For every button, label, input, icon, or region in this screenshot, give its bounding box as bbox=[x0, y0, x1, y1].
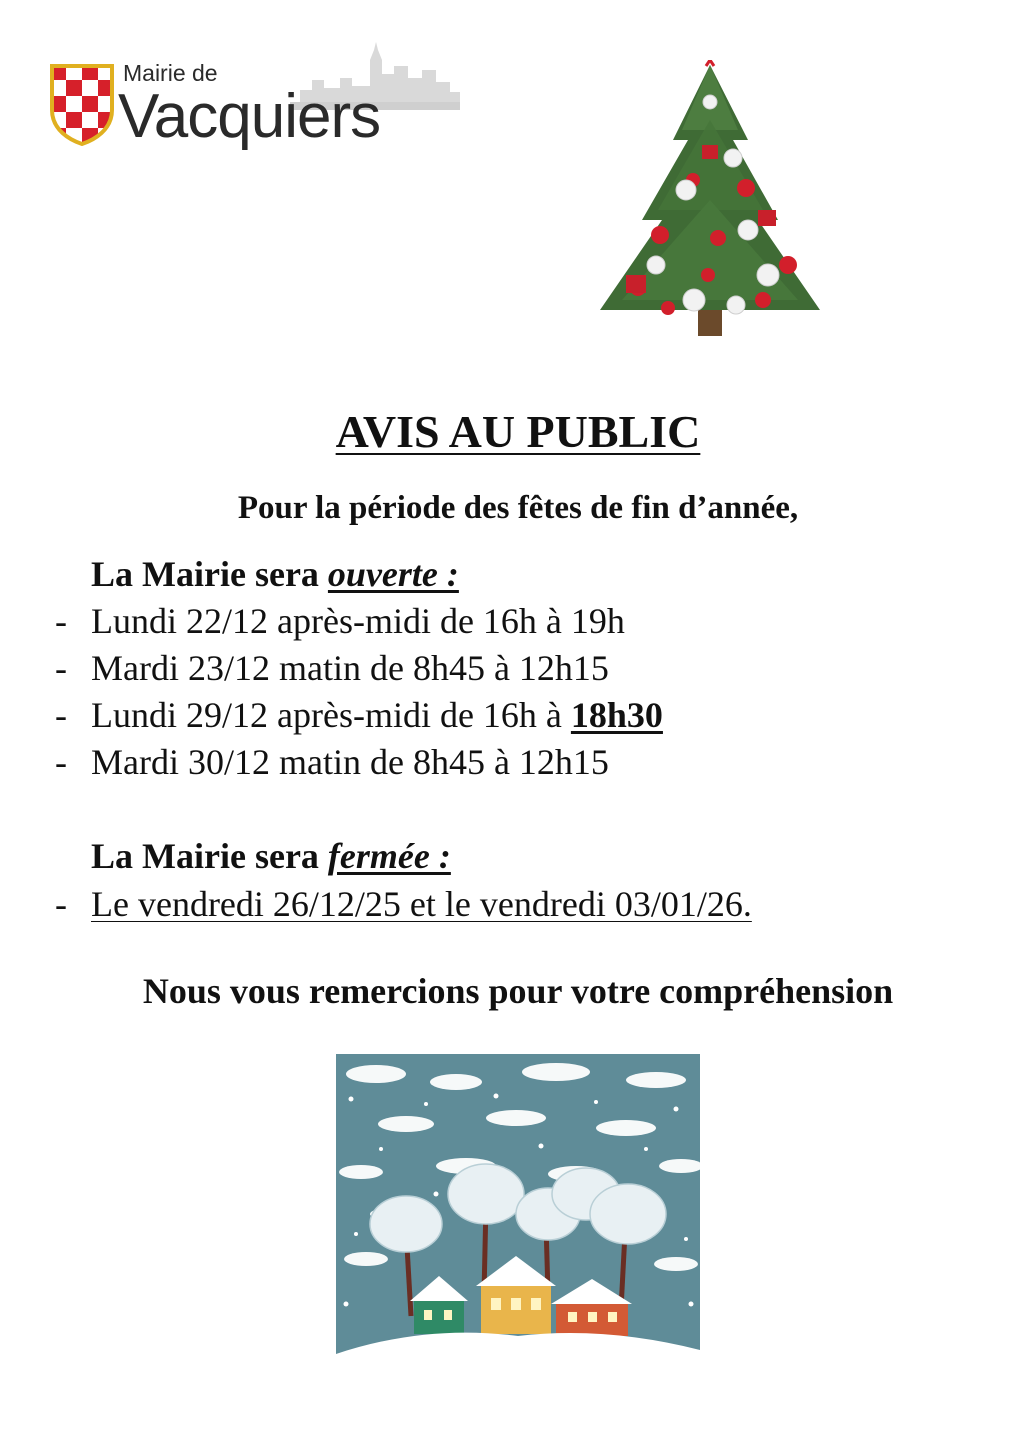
closed-item-text: Le vendredi 26/12/25 et le vendredi 03/01/26. bbox=[91, 884, 752, 924]
open-item-text: Lundi 22/12 après-midi de 16h à 19h bbox=[91, 601, 625, 641]
logo-prefix: Mairie de bbox=[123, 60, 218, 86]
open-heading-status: ouverte : bbox=[327, 554, 459, 594]
closed-heading-status: fermée : bbox=[327, 836, 451, 876]
list-item: - Lundi 29/12 après-midi de 16h à 18h30 bbox=[55, 695, 663, 735]
open-item-text: Lundi 29/12 après-midi de 16h à bbox=[91, 695, 571, 735]
closed-heading bbox=[91, 835, 451, 877]
open-item-text: Mardi 23/12 matin de 8h45 à 12h15 bbox=[91, 648, 609, 688]
notice-title: AVIS AU PUBLIC bbox=[335, 406, 701, 457]
logo-name: Vacquiers bbox=[118, 82, 381, 151]
list-item: - Mardi 23/12 matin de 8h45 à 12h15 bbox=[55, 648, 609, 688]
mairie-logo bbox=[50, 40, 420, 160]
open-item-text: Mardi 30/12 matin de 8h45 à 12h15 bbox=[91, 742, 609, 782]
list-item: - Mardi 30/12 matin de 8h45 à 12h15 bbox=[55, 742, 609, 782]
list-item: - Lundi 22/12 après-midi de 16h à 19h bbox=[55, 601, 625, 641]
open-heading-prefix: La Mairie sera bbox=[91, 554, 319, 594]
list-item: - Le vendredi 26/12/25 et le vendredi 03/01/26. bbox=[55, 884, 752, 924]
closed-heading-prefix: La Mairie sera bbox=[91, 836, 319, 876]
thanks-message: Nous vous remercions pour votre compréhension bbox=[142, 971, 894, 1011]
christmas-tree-icon bbox=[598, 60, 823, 345]
snowy-village-illustration bbox=[336, 1054, 700, 1356]
notice-subtitle: Pour la période des fêtes de fin d’année, bbox=[237, 490, 799, 526]
checkered-shield-icon bbox=[50, 64, 114, 146]
open-heading bbox=[91, 553, 459, 595]
open-item-emphasis: 18h30 bbox=[570, 695, 663, 735]
